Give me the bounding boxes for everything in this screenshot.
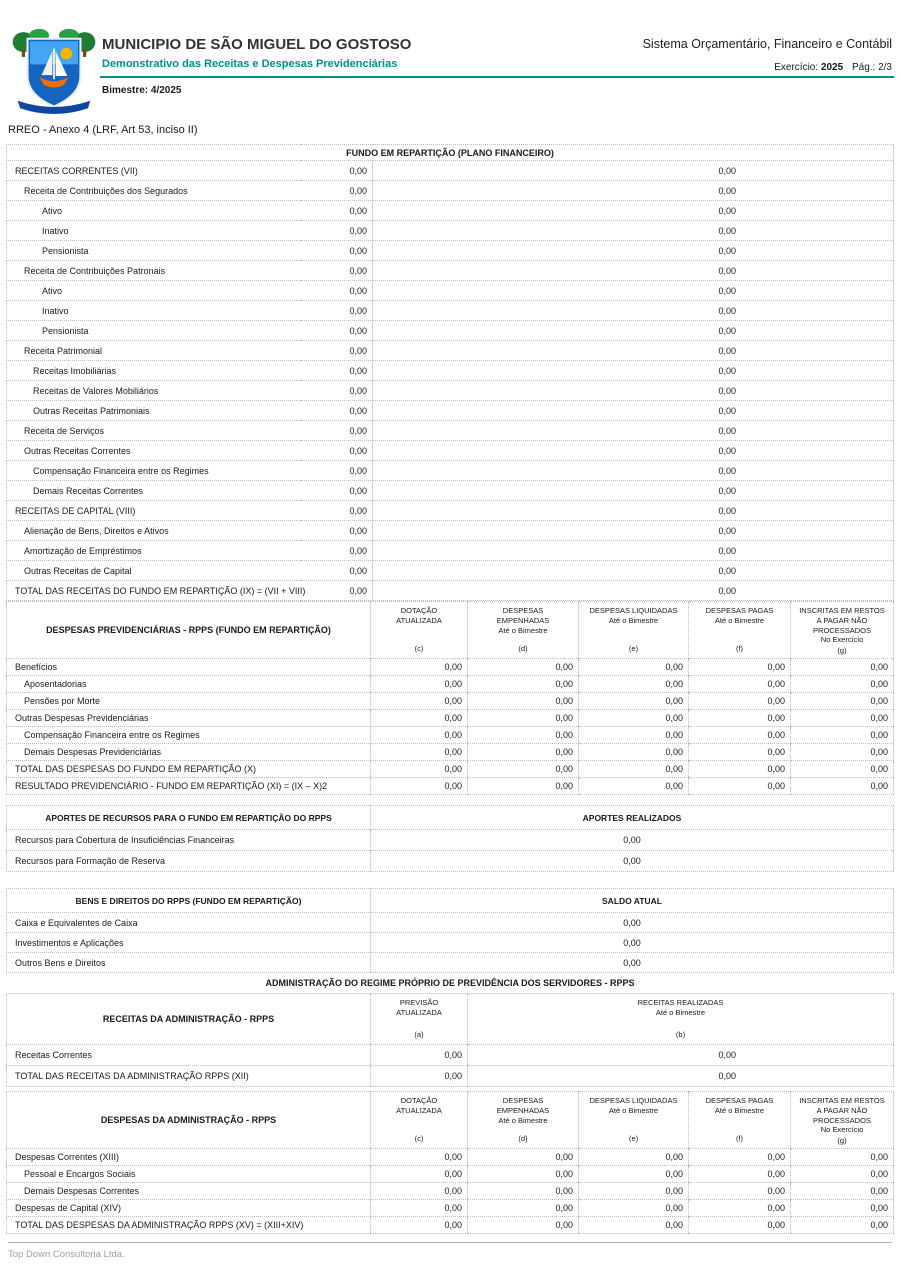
- row-value-d: 0,00: [468, 744, 579, 761]
- row-value-d: 0,00: [468, 659, 579, 676]
- table-row: [7, 161, 894, 181]
- row-label: TOTAL DAS DESPESAS DO FUNDO EM REPARTIÇÃO (X): [7, 761, 371, 778]
- row-label: Investimentos e Aplicações: [7, 933, 371, 953]
- table-row: [7, 401, 894, 421]
- row-label: Outras Receitas Correntes: [7, 441, 301, 461]
- row-value-1: 0,00: [301, 181, 373, 201]
- table-row: [7, 201, 894, 221]
- table-row: [7, 953, 894, 973]
- col-header-despesas-empenhadas: DESPESAS EMPENHADAS Até o Bimestre (d): [468, 1092, 579, 1149]
- row-value-c: 0,00: [371, 710, 468, 727]
- admin-receitas-header-row: [7, 994, 894, 1045]
- row-value-f: 0,00: [689, 693, 791, 710]
- row-value-e: 0,00: [579, 1149, 689, 1166]
- row-value-2: 0,00: [373, 221, 894, 241]
- row-value-1: 0,00: [301, 161, 373, 181]
- row-label: Outras Receitas Patrimoniais: [7, 401, 301, 421]
- row-value-c: 0,00: [371, 727, 468, 744]
- row-value-f: 0,00: [689, 1183, 791, 1200]
- table-row: [7, 1149, 894, 1166]
- row-value-2: 0,00: [373, 481, 894, 501]
- row-value-e: 0,00: [579, 1166, 689, 1183]
- table-row: [7, 710, 894, 727]
- row-value-c: 0,00: [371, 1183, 468, 1200]
- row-label: Aposentadorias: [7, 676, 371, 693]
- row-value-d: 0,00: [468, 1200, 579, 1217]
- table-row: [7, 521, 894, 541]
- aportes-value-header: APORTES REALIZADOS: [371, 806, 894, 830]
- table-row: [7, 301, 894, 321]
- system-name: Sistema Orçamentário, Financeiro e Contábil: [642, 37, 892, 51]
- row-label: Recursos para Formação de Reserva: [7, 851, 371, 872]
- table-row: [7, 744, 894, 761]
- table-row: [7, 933, 894, 953]
- table-row: [7, 851, 894, 872]
- row-value-f: 0,00: [689, 761, 791, 778]
- col-header-dotacao-atualizada: DOTAÇÃO ATUALIZADA (c): [371, 602, 468, 659]
- table-row: [7, 727, 894, 744]
- row-value-e: 0,00: [579, 1217, 689, 1234]
- table-row: [7, 778, 894, 795]
- row-label: Amortização de Empréstimos: [7, 541, 301, 561]
- row-value-e: 0,00: [579, 710, 689, 727]
- row-value-c: 0,00: [371, 1200, 468, 1217]
- row-value-c: 0,00: [371, 778, 468, 795]
- bens-title: BENS E DIREITOS DO RPPS (FUNDO EM REPARTIÇÃO): [7, 889, 371, 913]
- row-value-2: 0,00: [468, 1045, 894, 1066]
- row-value-g: 0,00: [791, 727, 894, 744]
- col-header-previsao-atualizada: PREVISÃO ATUALIZADA (a): [371, 994, 468, 1045]
- row-label: Pensionista: [7, 241, 301, 261]
- row-value-e: 0,00: [579, 761, 689, 778]
- report-header: [6, 0, 894, 118]
- bens-direitos-table: [6, 888, 894, 973]
- annex-title: RREO - Anexo 4 (LRF, Art 53, inciso II): [8, 124, 198, 136]
- aportes-table: [6, 805, 894, 872]
- row-value-g: 0,00: [791, 778, 894, 795]
- row-value-c: 0,00: [371, 1149, 468, 1166]
- row-value-f: 0,00: [689, 710, 791, 727]
- row-label: Demais Despesas Previdenciárias: [7, 744, 371, 761]
- row-label: Outros Bens e Direitos: [7, 953, 371, 973]
- row-value-2: 0,00: [373, 201, 894, 221]
- row-value-2: 0,00: [373, 341, 894, 361]
- row-value-g: 0,00: [791, 1166, 894, 1183]
- row-value-g: 0,00: [791, 659, 894, 676]
- col-header-despesas-pagas: DESPESAS PAGAS Até o Bimestre (f): [689, 1092, 791, 1149]
- table-row: [7, 1183, 894, 1200]
- row-value-1: 0,00: [301, 561, 373, 581]
- admin-section-title: ADMINISTRAÇÃO DO REGIME PRÓPRIO DE PREVIDÊNCIA DOS SERVIDORES - RPPS: [265, 978, 635, 988]
- table-row: [7, 830, 894, 851]
- table-row: [7, 461, 894, 481]
- row-value-1: 0,00: [301, 301, 373, 321]
- table-row: [7, 1166, 894, 1183]
- row-value-f: 0,00: [689, 727, 791, 744]
- row-value-2: 0,00: [373, 541, 894, 561]
- table-row: [7, 321, 894, 341]
- row-value-1: 0,00: [301, 321, 373, 341]
- exercise-value: 2025: [820, 62, 844, 73]
- bimester-label: Bimestre: 4/2025: [102, 85, 182, 96]
- row-value-e: 0,00: [579, 778, 689, 795]
- row-value-d: 0,00: [468, 1166, 579, 1183]
- row-value-2: 0,00: [373, 401, 894, 421]
- row-label: Receitas de Valores Mobiliários: [7, 381, 301, 401]
- row-label: Receita de Contribuições Patronais: [7, 261, 301, 281]
- row-label: Pensionista: [7, 321, 301, 341]
- table-row: [7, 659, 894, 676]
- row-value-1: 0,00: [371, 1066, 468, 1087]
- row-value-d: 0,00: [468, 778, 579, 795]
- table-row: [7, 561, 894, 581]
- row-label: Demais Despesas Correntes: [7, 1183, 371, 1200]
- row-value-1: 0,00: [301, 421, 373, 441]
- row-label: Receita de Contribuições dos Segurados: [7, 181, 301, 201]
- row-value-1: 0,00: [301, 541, 373, 561]
- row-value-2: 0,00: [373, 441, 894, 461]
- row-value-c: 0,00: [371, 676, 468, 693]
- row-value-f: 0,00: [689, 778, 791, 795]
- row-value-f: 0,00: [689, 676, 791, 693]
- header-divider: [100, 76, 894, 78]
- municipality-name: MUNICIPIO DE SÃO MIGUEL DO GOSTOSO: [102, 36, 412, 53]
- row-value-d: 0,00: [468, 1217, 579, 1234]
- row-value-1: 0,00: [301, 261, 373, 281]
- row-value-e: 0,00: [579, 727, 689, 744]
- row-value-2: 0,00: [373, 501, 894, 521]
- row-label: Compensação Financeira entre os Regimes: [7, 461, 301, 481]
- row-value-1: 0,00: [301, 381, 373, 401]
- row-value-d: 0,00: [468, 693, 579, 710]
- table-row: [7, 581, 894, 601]
- bens-header-row: [7, 889, 894, 913]
- row-label: Compensação Financeira entre os Regimes: [7, 727, 371, 744]
- row-label: Outras Receitas de Capital: [7, 561, 301, 581]
- footer: [8, 1242, 892, 1260]
- row-value-1: 0,00: [301, 401, 373, 421]
- row-label: Receita de Serviços: [7, 421, 301, 441]
- col-header-despesas-liquidadas: DESPESAS LIQUIDADAS Até o Bimestre (e): [579, 602, 689, 659]
- row-value-g: 0,00: [791, 710, 894, 727]
- row-value-c: 0,00: [371, 761, 468, 778]
- row-value-2: 0,00: [373, 261, 894, 281]
- row-value-1: 0,00: [371, 1045, 468, 1066]
- row-value-1: 0,00: [301, 221, 373, 241]
- row-value-c: 0,00: [371, 693, 468, 710]
- row-label: Recursos para Cobertura de Insuficiências Financeiras: [7, 830, 371, 851]
- page-indicator: Pág.: 2/3: [851, 62, 892, 73]
- row-value-d: 0,00: [468, 1183, 579, 1200]
- col-header-despesas-liquidadas: DESPESAS LIQUIDADAS Até o Bimestre (e): [579, 1092, 689, 1149]
- col-header-restos-a-pagar: INSCRITAS EM RESTOS A PAGAR NÃO PROCESSADOS No Exercício (g): [791, 1092, 894, 1149]
- row-value-c: 0,00: [371, 1166, 468, 1183]
- row-value-1: 0,00: [301, 521, 373, 541]
- row-label: Inativo: [7, 301, 301, 321]
- row-value-2: 0,00: [373, 321, 894, 341]
- row-value-g: 0,00: [791, 1217, 894, 1234]
- row-label: TOTAL DAS RECEITAS DA ADMINISTRAÇÃO RPPS (XII): [7, 1066, 371, 1087]
- row-label: Ativo: [7, 201, 301, 221]
- row-value: 0,00: [371, 851, 894, 872]
- table-row: [7, 181, 894, 201]
- row-value: 0,00: [371, 913, 894, 933]
- row-value-1: 0,00: [301, 501, 373, 521]
- col-header-despesas-empenhadas: DESPESAS EMPENHADAS Até o Bimestre (d): [468, 602, 579, 659]
- row-value-f: 0,00: [689, 659, 791, 676]
- fundo-despesas-table: [6, 601, 894, 795]
- row-label: TOTAL DAS RECEITAS DO FUNDO EM REPARTIÇÃO (IX) = (VII + VIII): [7, 581, 301, 601]
- admin-receitas-table: [6, 993, 894, 1087]
- table-row: [7, 1217, 894, 1234]
- row-value-d: 0,00: [468, 1149, 579, 1166]
- row-value-2: 0,00: [373, 561, 894, 581]
- row-label: Benefícios: [7, 659, 371, 676]
- admin-despesas-header-row: [7, 1092, 894, 1149]
- table-row: [7, 676, 894, 693]
- row-value-2: 0,00: [373, 381, 894, 401]
- row-value-f: 0,00: [689, 1200, 791, 1217]
- table-row: [7, 361, 894, 381]
- row-label: Receita Patrimonial: [7, 341, 301, 361]
- row-value-g: 0,00: [791, 1200, 894, 1217]
- row-value-2: 0,00: [373, 581, 894, 601]
- row-value-2: 0,00: [373, 161, 894, 181]
- row-value-2: 0,00: [373, 181, 894, 201]
- fundo-receitas-table: [6, 144, 894, 601]
- table-row: [7, 281, 894, 301]
- row-value-c: 0,00: [371, 1217, 468, 1234]
- row-label: Receitas Imobiliárias: [7, 361, 301, 381]
- table-row: [7, 1066, 894, 1087]
- table-row: [7, 761, 894, 778]
- row-label: Despesas de Capital (XIV): [7, 1200, 371, 1217]
- row-value-1: 0,00: [301, 201, 373, 221]
- table-row: [7, 221, 894, 241]
- row-label: Outras Despesas Previdenciárias: [7, 710, 371, 727]
- row-label: RESULTADO PREVIDENCIÁRIO - FUNDO EM REPARTIÇÃO (XI) = (IX – X)2: [7, 778, 371, 795]
- aportes-header-row: [7, 806, 894, 830]
- row-value-g: 0,00: [791, 1149, 894, 1166]
- col-header-restos-a-pagar: INSCRITAS EM RESTOS A PAGAR NÃO PROCESSADOS No Exercício (g): [791, 602, 894, 659]
- exercise-page-info: [774, 62, 892, 73]
- row-value-1: 0,00: [301, 461, 373, 481]
- row-value-d: 0,00: [468, 676, 579, 693]
- bens-value-header: SALDO ATUAL: [371, 889, 894, 913]
- row-value-g: 0,00: [791, 761, 894, 778]
- row-value-e: 0,00: [579, 744, 689, 761]
- row-label: Alienação de Bens, Direitos e Ativos: [7, 521, 301, 541]
- aportes-title: APORTES DE RECURSOS PARA O FUNDO EM REPARTIÇÃO DO RPPS: [7, 806, 371, 830]
- row-value-f: 0,00: [689, 1166, 791, 1183]
- row-label: Pensões por Morte: [7, 693, 371, 710]
- table-row: [7, 441, 894, 461]
- row-value-1: 0,00: [301, 361, 373, 381]
- row-label: Despesas Correntes (XIII): [7, 1149, 371, 1166]
- row-value-2: 0,00: [468, 1066, 894, 1087]
- row-value-2: 0,00: [373, 241, 894, 261]
- row-value-e: 0,00: [579, 693, 689, 710]
- row-value-1: 0,00: [301, 481, 373, 501]
- municipality-crest-logo: [12, 28, 96, 114]
- row-value-1: 0,00: [301, 441, 373, 461]
- row-label: TOTAL DAS DESPESAS DA ADMINISTRAÇÃO RPPS (XV) = (XIII+XIV): [7, 1217, 371, 1234]
- table-row: [7, 381, 894, 401]
- fundo-despesas-title: DESPESAS PREVIDENCIÁRIAS - RPPS (FUNDO EM REPARTIÇÃO): [7, 602, 371, 659]
- row-label: Receitas Correntes: [7, 1045, 371, 1066]
- row-value-1: 0,00: [301, 281, 373, 301]
- row-label: RECEITAS CORRENTES (VII): [7, 161, 301, 181]
- row-value-d: 0,00: [468, 710, 579, 727]
- table-row: [7, 501, 894, 521]
- table-row: [7, 1200, 894, 1217]
- row-value-1: 0,00: [301, 581, 373, 601]
- row-value-d: 0,00: [468, 727, 579, 744]
- table-row: [7, 241, 894, 261]
- row-value-d: 0,00: [468, 761, 579, 778]
- row-value-f: 0,00: [689, 1149, 791, 1166]
- row-value-2: 0,00: [373, 281, 894, 301]
- row-value-g: 0,00: [791, 693, 894, 710]
- row-value-g: 0,00: [791, 1183, 894, 1200]
- row-value-1: 0,00: [301, 341, 373, 361]
- row-value: 0,00: [371, 933, 894, 953]
- footer-company: Top Down Consultoria Ltda.: [8, 1249, 125, 1260]
- row-value-2: 0,00: [373, 521, 894, 541]
- row-label: Inativo: [7, 221, 301, 241]
- row-value-e: 0,00: [579, 676, 689, 693]
- report-title: Demonstrativo das Receitas e Despesas Previdenciárias: [102, 58, 398, 70]
- table-row: [7, 421, 894, 441]
- row-value-f: 0,00: [689, 1217, 791, 1234]
- table-row: [7, 341, 894, 361]
- fundo-despesas-header-row: [7, 602, 894, 659]
- admin-despesas-table: [6, 1091, 894, 1234]
- col-header-receitas-realizadas: RECEITAS REALIZADAS Até o Bimestre (b): [468, 994, 894, 1045]
- row-value-g: 0,00: [791, 676, 894, 693]
- fundo-section-title: FUNDO EM REPARTIÇÃO (PLANO FINANCEIRO): [7, 145, 894, 161]
- row-value-g: 0,00: [791, 744, 894, 761]
- row-value: 0,00: [371, 830, 894, 851]
- admin-receitas-title: RECEITAS DA ADMINISTRAÇÃO - RPPS: [7, 994, 371, 1045]
- table-row: [7, 261, 894, 281]
- row-value-e: 0,00: [579, 659, 689, 676]
- table-row: [7, 1045, 894, 1066]
- exercise-label: Exercício:: [774, 62, 819, 73]
- admin-despesas-title: DESPESAS DA ADMINISTRAÇÃO - RPPS: [7, 1092, 371, 1149]
- row-value-e: 0,00: [579, 1183, 689, 1200]
- row-value-1: 0,00: [301, 241, 373, 261]
- col-header-despesas-pagas: DESPESAS PAGAS Até o Bimestre (f): [689, 602, 791, 659]
- row-value-c: 0,00: [371, 659, 468, 676]
- row-label: Caixa e Equivalentes de Caixa: [7, 913, 371, 933]
- table-row: [7, 481, 894, 501]
- row-value-2: 0,00: [373, 421, 894, 441]
- row-value-2: 0,00: [373, 361, 894, 381]
- row-value-2: 0,00: [373, 461, 894, 481]
- row-value-f: 0,00: [689, 744, 791, 761]
- row-value-e: 0,00: [579, 1200, 689, 1217]
- row-value-c: 0,00: [371, 744, 468, 761]
- row-label: Ativo: [7, 281, 301, 301]
- row-label: Demais Receitas Correntes: [7, 481, 301, 501]
- col-header-dotacao-atualizada: DOTAÇÃO ATUALIZADA (c): [371, 1092, 468, 1149]
- row-label: RECEITAS DE CAPITAL (VIII): [7, 501, 301, 521]
- row-value-2: 0,00: [373, 301, 894, 321]
- table-row: [7, 913, 894, 933]
- table-row: [7, 541, 894, 561]
- row-label: Pessoal e Encargos Sociais: [7, 1166, 371, 1183]
- table-row: [7, 693, 894, 710]
- row-value: 0,00: [371, 953, 894, 973]
- fundo-section-header-row: [7, 145, 894, 161]
